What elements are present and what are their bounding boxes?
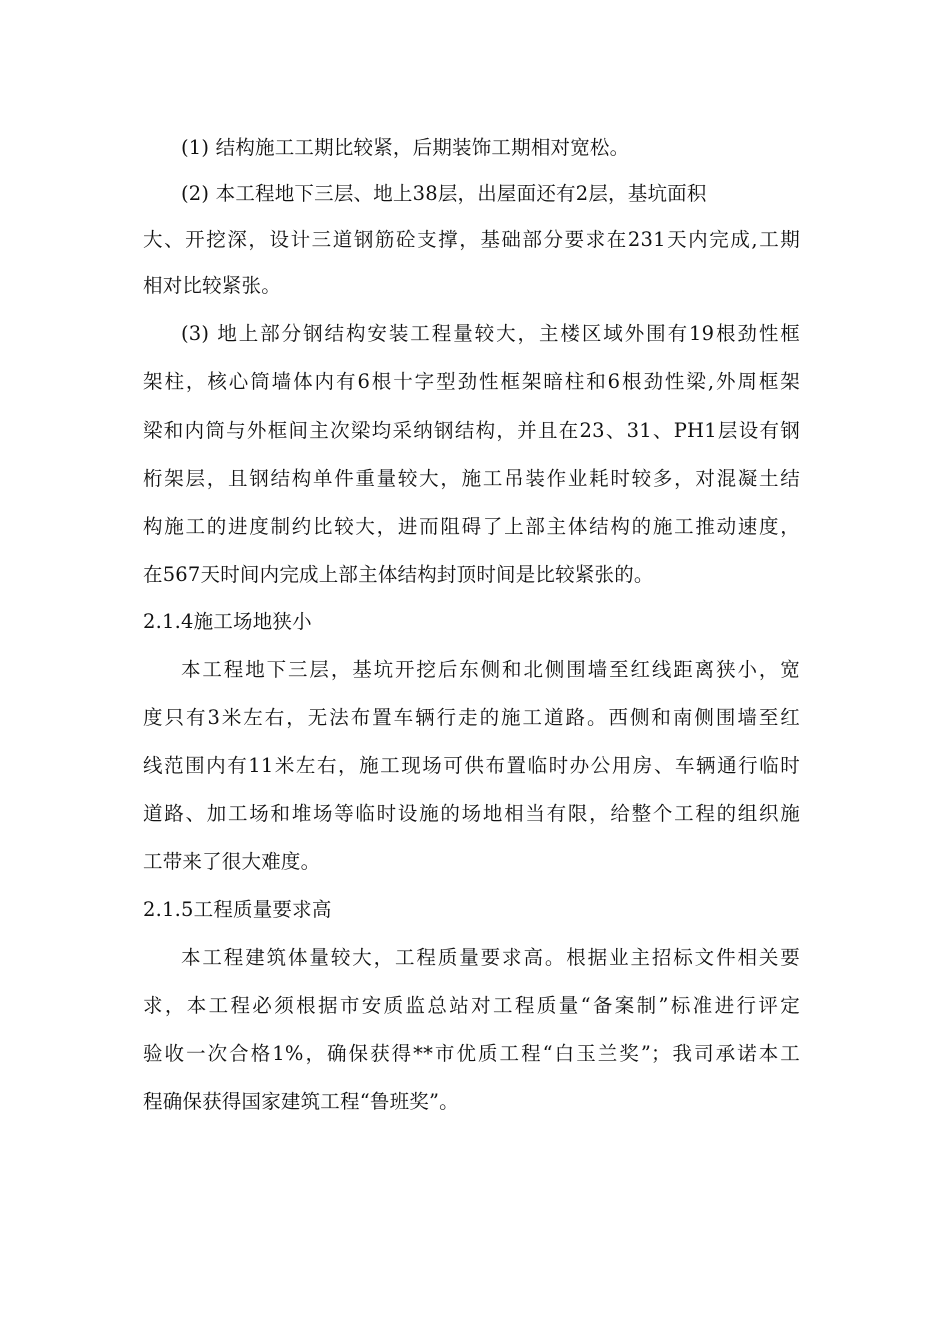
- item-1-line-1: (1) 结构施工工期比较紧，后期装饰工期相对宽松。: [181, 136, 630, 159]
- para-site-line-1: 本工程地下三层，基坑开挖后东侧和北侧围墙至红线距离狭小，宽: [181, 658, 800, 681]
- item-2-line-3: 相对比较紧张。: [143, 274, 281, 297]
- item-3-line-5: 构施工的进度制约比较大，进而阻碍了上部主体结构的施工推动速度，: [143, 515, 800, 538]
- para-site-line-3: 线范围内有11米左右，施工现场可供布置临时办公用房、车辆通行临时: [143, 754, 800, 777]
- item-3-line-1: (3) 地上部分钢结构安装工程量较大，主楼区域外围有19根劲性框: [181, 322, 800, 345]
- item-2-line-1: (2) 本工程地下三层、地上38层，出屋面还有2层，基坑面积: [181, 182, 707, 205]
- para-quality-line-1: 本工程建筑体量较大，工程质量要求高。根据业主招标文件相关要: [181, 946, 800, 969]
- para-quality-line-4: 程确保获得国家建筑工程“鲁班奖”。: [143, 1090, 459, 1113]
- para-quality-line-2: 求，本工程必须根据市安质监总站对工程质量“备案制”标准进行评定: [143, 994, 800, 1017]
- item-3-line-2: 架柱，核心筒墙体内有6根十字型劲性框架暗柱和6根劲性梁,外周框架: [143, 370, 800, 393]
- para-site-line-4: 道路、加工场和堆场等临时设施的场地相当有限，给整个工程的组织施: [143, 802, 800, 825]
- item-3-line-3: 梁和内筒与外框间主次梁均采纳钢结构，并且在23、31、PH1层设有钢: [143, 419, 800, 442]
- section-heading-2-1-5: 2.1.5工程质量要求高: [143, 898, 332, 921]
- para-site-line-5: 工带来了很大难度。: [143, 850, 321, 873]
- item-3-line-4: 桁架层，且钢结构单件重量较大，施工吊装作业耗时较多，对混凝土结: [143, 467, 800, 490]
- item-2-line-2: 大、开挖深，设计三道钢筋砼支撑，基础部分要求在231天内完成,工期: [143, 228, 800, 251]
- para-site-line-2: 度只有3米左右，无法布置车辆行走的施工道路。西侧和南侧围墙至红: [143, 706, 800, 729]
- section-heading-2-1-4: 2.1.4施工场地狭小: [143, 610, 312, 633]
- item-3-line-6: 在567天时间内完成上部主体结构封顶时间是比较紧张的。: [143, 563, 654, 586]
- para-quality-line-3: 验收一次合格1%，确保获得**市优质工程“白玉兰奖”；我司承诺本工: [143, 1042, 800, 1065]
